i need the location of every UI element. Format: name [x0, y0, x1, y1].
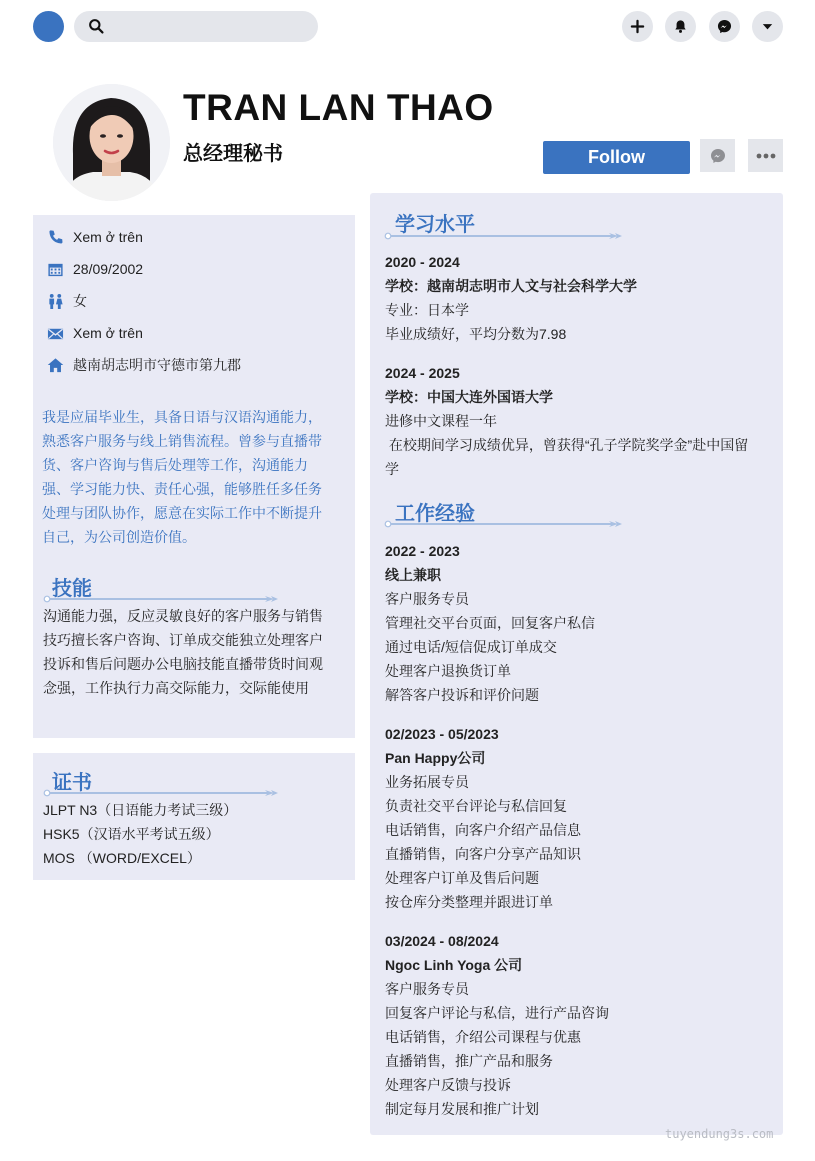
account-menu-button[interactable]: [752, 11, 783, 42]
experience-entry: [385, 539, 775, 707]
search-icon: [88, 18, 105, 35]
entry-line: 处理客户反馈与投诉: [385, 1077, 511, 1093]
entry-line: 专业：日本学: [385, 302, 469, 318]
contact-address-text: 越南胡志明市守德市第九郡: [73, 357, 241, 373]
messenger-button[interactable]: [709, 11, 740, 42]
caret-down-icon: [760, 19, 775, 34]
contact-gender-text: 女: [73, 293, 87, 309]
certificate-item: JLPT N3（日语能力考试三级）: [43, 802, 238, 818]
certificate-item: HSK5（汉语水平考试五级）: [43, 826, 220, 842]
entry-line: 电话销售，介绍公司课程与优惠: [385, 1029, 581, 1045]
certificate-item: MOS （WORD/EXCEL）: [43, 850, 201, 866]
skills-text: 沟通能力强，反应灵敏良好的客户服务与销售技巧擅长客户咨询、订单成交能独立处理客户投诉和售后问题办公电脑技能直播带货时间观念强，工作执行力高交际能力，交际能使用: [43, 608, 323, 696]
entry-organization: Pan Happy公司: [385, 750, 486, 766]
entry-organization: 线上兼职: [385, 567, 441, 583]
education-divider: [384, 232, 624, 240]
entry-organization: 学校：越南胡志明市人文与社会科学大学: [385, 278, 637, 294]
entry-line: 回复客户评论与私信，进行产品咨询: [385, 1005, 609, 1021]
search-bar[interactable]: [74, 11, 318, 42]
contact-birthday: [47, 259, 143, 279]
entry-line: 毕业成绩好，平均分数为7.98: [385, 326, 567, 342]
more-options-button[interactable]: [748, 139, 783, 172]
entry-period: 02/2023 - 05/2023: [385, 726, 499, 742]
watermark: tuyendung3s.com: [665, 1127, 774, 1141]
contact-panel: [33, 215, 355, 738]
entry-period: 2022 - 2023: [385, 543, 460, 559]
experience-heading: 工作经验: [395, 503, 475, 525]
main-panel: [370, 193, 783, 1135]
experience-entry: [385, 929, 775, 1121]
entry-organization: 学校：中国大连外国语大学: [385, 389, 553, 405]
entry-period: 2020 - 2024: [385, 254, 460, 270]
contact-phone-text: Xem ở trên: [73, 229, 143, 245]
message-button[interactable]: [700, 139, 735, 172]
contact-gender: [47, 291, 87, 311]
entry-organization: Ngoc Linh Yoga 公司: [385, 957, 523, 973]
gender-icon: [47, 293, 64, 310]
certificates-list: [43, 798, 343, 870]
plus-icon: [630, 19, 645, 34]
entry-line: 按仓库分类整理并跟进订单: [385, 894, 553, 910]
summary-text: 我是应届毕业生，具备日语与汉语沟通能力，熟悉客户服务与线上销售流程。曾参与直播带货、客户咨询与售后处理等工作，沟通能力强、学习能力快、责任心强，能够胜任多任务处理与团队协作，愿意在实际工作中不断提升自己，为公司创造价值。: [42, 409, 322, 545]
contact-phone: [47, 227, 143, 247]
entry-period: 2024 - 2025: [385, 365, 460, 381]
mail-icon: [47, 325, 64, 342]
entry-line: 业务拓展专员: [385, 774, 469, 790]
entry-line: 直播销售，推广产品和服务: [385, 1053, 553, 1069]
entry-line: 处理客户订单及售后问题: [385, 870, 539, 886]
contact-email-text: Xem ở trên: [73, 325, 143, 341]
phone-icon: [47, 229, 64, 246]
messenger-icon: [710, 148, 726, 164]
entry-line: 客户服务专员: [385, 981, 469, 997]
calendar-icon: [47, 261, 64, 278]
contact-birthday-text: 28/09/2002: [73, 261, 144, 277]
entry-line: 学: [385, 461, 399, 477]
entry-line: 管理社交平台页面，回复客户私信: [385, 615, 595, 631]
education-entry: [385, 250, 775, 346]
create-button[interactable]: [622, 11, 653, 42]
site-logo[interactable]: [33, 11, 64, 42]
profile-title: 总经理秘书: [183, 143, 283, 165]
skills-divider: [43, 595, 279, 603]
notifications-button[interactable]: [665, 11, 696, 42]
certificates-divider: [43, 789, 279, 797]
certificates-heading: 证书: [52, 772, 92, 794]
skills-heading: 技能: [52, 578, 92, 600]
entry-line: 处理客户退换货订单: [385, 663, 511, 679]
entry-line: 电话销售，向客户介绍产品信息: [385, 822, 581, 838]
profile-photo: [53, 84, 170, 201]
home-icon: [47, 357, 64, 374]
entry-line: 客户服务专员: [385, 591, 469, 607]
more-dots-icon: [756, 153, 776, 159]
entry-period: 03/2024 - 08/2024: [385, 933, 499, 949]
profile-name: TRAN LAN THAO: [183, 87, 494, 128]
messenger-icon: [717, 19, 732, 34]
education-heading: 学习水平: [395, 214, 475, 236]
entry-line: 直播销售，向客户分享产品知识: [385, 846, 581, 862]
experience-divider: [384, 520, 624, 528]
bell-icon: [673, 19, 688, 34]
entry-line: 在校期间学习成绩优异，曾获得“孔子学院奖学金”赴中国留: [385, 437, 749, 453]
entry-line: 负责社交平台评论与私信回复: [385, 798, 567, 814]
contact-email: [47, 323, 143, 343]
education-entry: [385, 361, 775, 481]
entry-line: 进修中文课程一年: [385, 413, 497, 429]
entry-line: 制定每月发展和推广计划: [385, 1101, 539, 1117]
contact-address: [47, 355, 241, 375]
entry-line: 解答客户投诉和评价问题: [385, 687, 539, 703]
certificates-panel: [33, 753, 355, 880]
follow-button[interactable]: Follow: [543, 141, 690, 174]
entry-line: 通过电话/短信促成订单成交: [385, 639, 557, 655]
experience-entry: [385, 722, 775, 914]
